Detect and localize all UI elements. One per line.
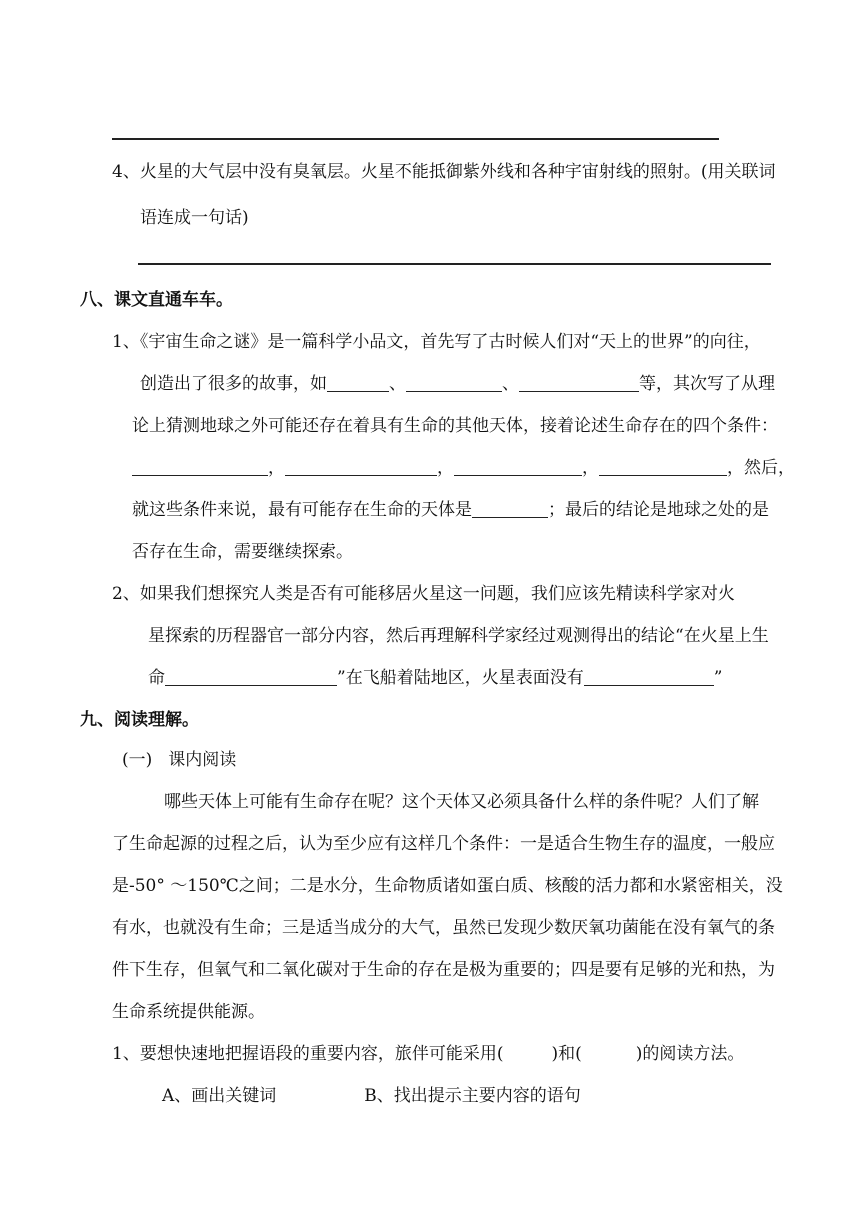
answer-line (112, 138, 719, 140)
answer-line (138, 263, 771, 265)
fill-blank[interactable] (165, 667, 337, 686)
fill-blank[interactable] (327, 373, 389, 392)
s8-item2-line1 (112, 582, 735, 606)
text: 就这些条件来说，最有可能存在生命的天体是 (132, 500, 472, 520)
text: ， (582, 458, 599, 478)
text: ” (713, 668, 723, 688)
s8-item2-line2: 星探索的历程器官一部分内容，然后再理解科学家经过观测得出的结论“在火星上生 (148, 626, 769, 646)
text: )和( (551, 1044, 582, 1064)
fill-blank[interactable] (472, 499, 548, 518)
item-number: 1、 (112, 1044, 140, 1064)
item-text: 如果我们想探究人类是否有可能移居火星这一问题，我们应该先精读科学家对火 (139, 584, 735, 604)
passage-line: 是-50° ～150℃之间；二是水分，生命物质诸如蛋白质、核酸的活力都和水紧密相关，没 (112, 876, 783, 896)
s9-q1-options (162, 1084, 581, 1108)
question-4-line2: 语连成一句话) (140, 208, 249, 228)
text: ”在飞船着陆地区，火星表面没有 (337, 668, 584, 688)
subsection-number: (一) (122, 750, 153, 770)
option-b[interactable]: B、找出提示主要内容的语句 (364, 1086, 581, 1106)
subsection-title: 课内阅读 (168, 750, 237, 770)
text: 命 (148, 668, 165, 688)
passage-line: 哪些天体上可能有生命存在呢？这个天体又必须具备什么样的条件呢？人们了解 (164, 792, 759, 812)
s8-item1-line2 (140, 372, 775, 396)
s8-item1-line3: 论上猜测地球之外可能还存在着具有生命的其他天体，接着论述生命存在的四个条件： (132, 416, 778, 436)
passage-line: 生命系统提供能源。 (112, 1002, 265, 1022)
section-8-heading: 八、课文直通车车。 (80, 290, 233, 310)
text: ， (437, 458, 454, 478)
s8-item1-line1 (112, 330, 761, 354)
question-4-line1 (112, 160, 775, 184)
subsection-heading (122, 748, 236, 772)
text: 等，其次写了从理 (639, 374, 775, 394)
passage-line: 件下生存，但氧气和二氧化碳对于生命的存在是极为重要的；四是要有足够的光和热，为 (112, 960, 775, 980)
s8-item1-line6: 否存在生命，需要继续探索。 (132, 542, 353, 562)
s8-item1-line4 (132, 456, 795, 480)
text: ， (268, 458, 285, 478)
text: 、 (502, 374, 519, 394)
passage-line: 了生命起源的过程之后，认为至少应有这样几个条件：一是适合生物生存的温度，一般应 (112, 834, 775, 854)
fill-blank[interactable] (519, 373, 639, 392)
text: ；最后的结论是地球之处的是 (548, 500, 769, 520)
s8-item2-line3 (148, 666, 722, 690)
fill-blank[interactable] (406, 373, 502, 392)
text: )的阅读方法。 (635, 1044, 745, 1064)
fill-blank[interactable] (584, 667, 714, 686)
passage-line: 有水，也就没有生命；三是适当成分的大气，虽然已发现少数厌氧功菌能在没有氧气的条 (112, 918, 775, 938)
fill-blank[interactable] (132, 457, 268, 476)
item-number: 1、 (112, 332, 140, 352)
question-4-text: 火星的大气层中没有臭氧层。火星不能抵御紫外线和各种宇宙射线的照射。(用关联词 (139, 162, 776, 182)
fill-blank[interactable] (454, 457, 582, 476)
fill-blank[interactable] (599, 457, 727, 476)
text: 创造出了很多的故事，如 (140, 374, 327, 394)
text: 、 (389, 374, 406, 394)
option-a[interactable]: A、画出关键词 (162, 1086, 277, 1106)
item-number: 2、 (112, 584, 140, 604)
section-9-heading: 九、阅读理解。 (80, 710, 199, 730)
text: ，然后， (727, 458, 795, 478)
question-4-number: 4、 (112, 162, 140, 182)
item-text: 《宇宙生命之谜》是一篇科学小品文，首先写了古时候人们对“天上的世界”的向往， (139, 332, 761, 352)
fill-blank[interactable] (285, 457, 437, 476)
s8-item1-line5 (132, 498, 769, 522)
s9-question-1 (112, 1042, 744, 1066)
text: 要想快速地把握语段的重要内容，旅伴可能采用( (139, 1044, 504, 1064)
